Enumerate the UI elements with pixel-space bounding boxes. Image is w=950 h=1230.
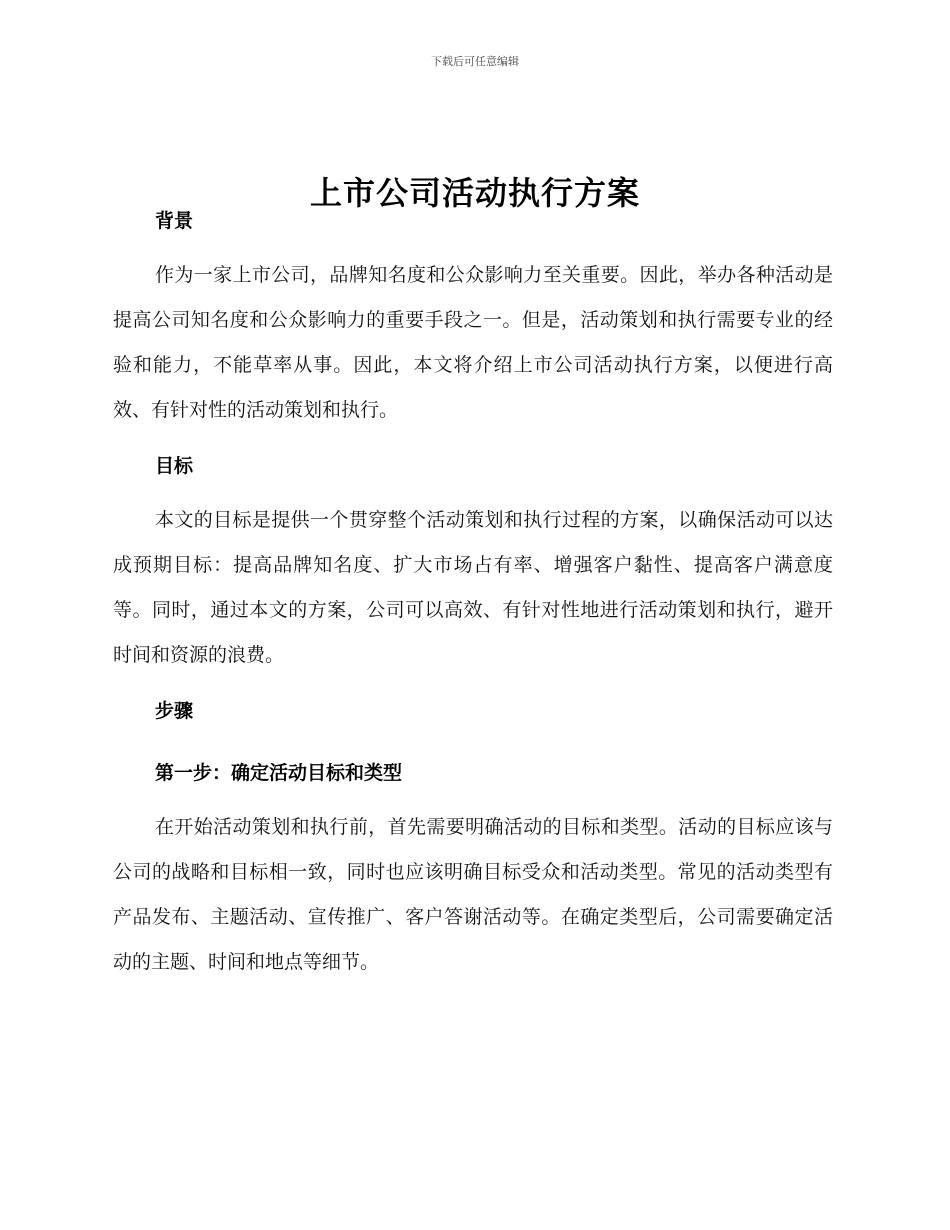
paragraph-background: 作为一家上市公司，品牌知名度和公众影响力至关重要。因此，举办各种活动是提高公司知名度和公众影响力的重要手段之一。但是，活动策划和执行需要专业的经验和能力，不能草率从事。因此，本文将介绍上市公司活动执行方案，以便进行高效、有针对性的活动策划和执行。 <box>113 264 833 421</box>
document-body <box>113 201 833 985</box>
document-title: 上市公司活动执行方案 <box>309 174 640 213</box>
paragraph-goal: 本文的目标是提供一个贯穿整个活动策划和执行过程的方案，以确保活动可以达成预期目标：提高品牌知名度、扩大市场占有率、增强客户黏性、提高客户满意度等。同时，通过本文的方案，公司可以高效、有针对性地进行活动策划和执行，避开时间和资源的浪费。 <box>113 509 833 666</box>
section-heading-goal: 目标 <box>155 455 194 477</box>
step1-heading: 第一步：确定活动目标和类型 <box>155 762 403 784</box>
header-note: 下载后可任意编辑 <box>431 55 519 68</box>
paragraph-step1: 在开始活动策划和执行前，首先需要明确活动的目标和类型。活动的目标应该与公司的战略和目标相一致，同时也应该明确目标受众和活动类型。常见的活动类型有产品发布、主题活动、宣传推广、客户答谢活动等。在确定类型后，公司需要确定活动的主题、时间和地点等细节。 <box>113 816 833 973</box>
section-heading-background: 背景 <box>155 210 194 232</box>
section-heading-steps: 步骤 <box>155 700 194 722</box>
